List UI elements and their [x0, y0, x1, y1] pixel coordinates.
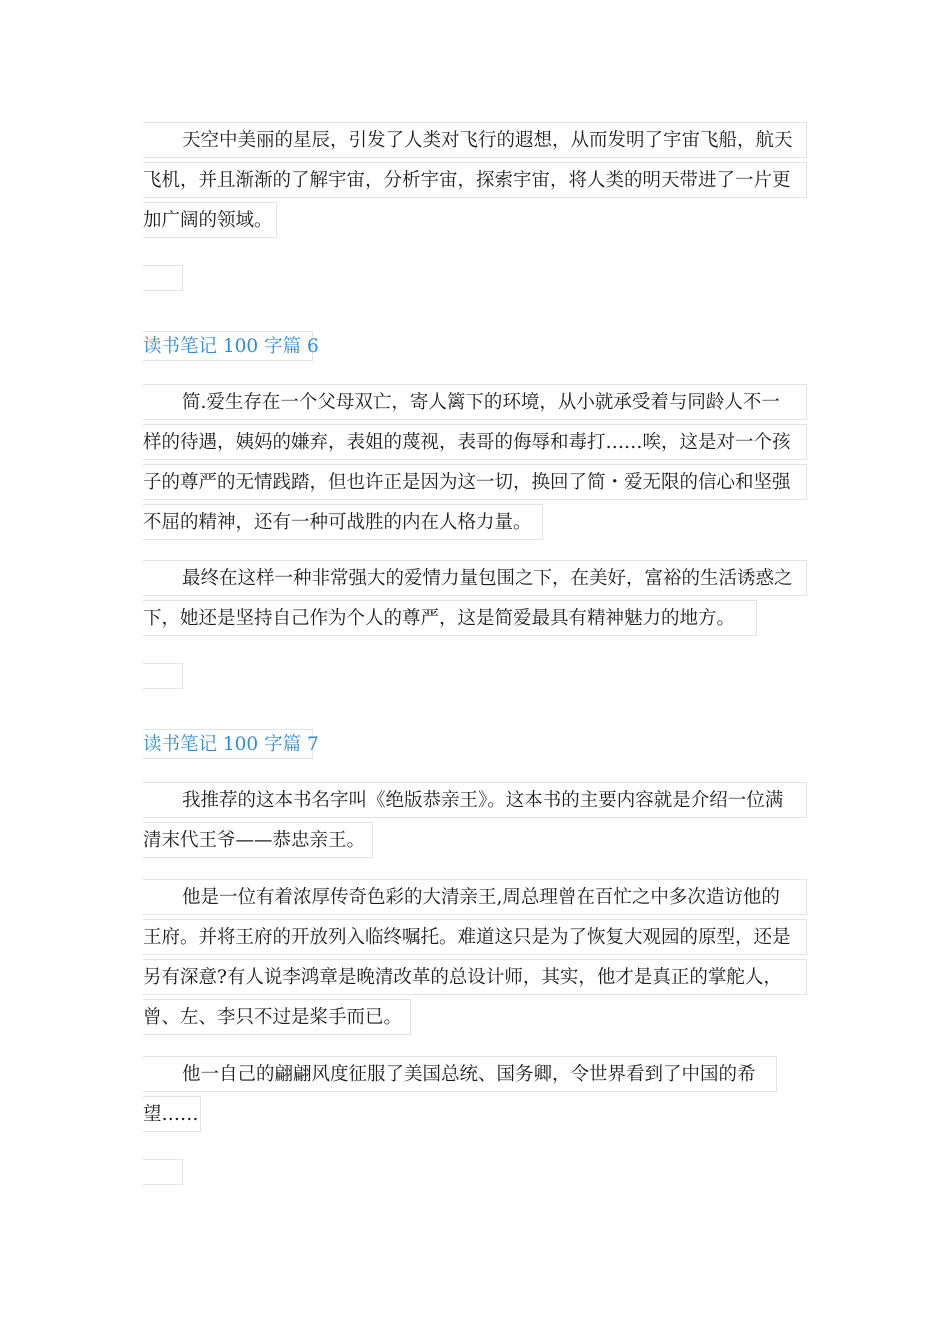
empty-line-marker: [143, 265, 183, 291]
paragraph-1-line-1: 天空中美丽的星辰，引发了人类对飞行的遐想，从而发明了宇宙飞船，航天: [143, 122, 807, 158]
paragraph-2-line-2: 样的待遇，姨妈的嫌弃，表姐的蔑视，表哥的侮辱和毒打……唉，这是对一个孩: [143, 424, 807, 460]
paragraph-5-line-2: 王府。并将王府的开放列入临终嘱托。难道这只是为了恢复大观园的原型，还是: [143, 919, 807, 955]
paragraph-1-line-2: 飞机，并且渐渐的了解宇宙，分析宇宙，探索宇宙，将人类的明天带进了一片更: [143, 162, 807, 198]
paragraph-3-line-1: 最终在这样一种非常强大的爱情力量包围之下，在美好，富裕的生活诱惑之: [143, 560, 807, 596]
paragraph-4-line-1: 我推荐的这本书名字叫《绝版恭亲王》。这本书的主要内容就是介绍一位满: [143, 782, 807, 818]
paragraph-2-line-4: 不屈的精神，还有一种可战胜的内在人格力量。: [143, 504, 543, 540]
paragraph-4-line-2: 清末代王爷——恭忠亲王。: [143, 822, 373, 858]
empty-line-marker: [143, 1159, 183, 1185]
paragraph-5-line-4: 曾、左、李只不过是桨手而已。: [143, 999, 411, 1035]
paragraph-5-line-1: 他是一位有着浓厚传奇色彩的大清亲王,周总理曾在百忙之中多次造访他的: [143, 879, 807, 915]
section-heading-6: 读书笔记 100 字篇 6: [143, 331, 313, 361]
paragraph-2-line-3: 子的尊严的无情践踏，但也许正是因为这一切，换回了简・爱无限的信心和坚强: [143, 464, 807, 500]
paragraph-6-line-1: 他一自己的翩翩风度征服了美国总统、国务卿，令世界看到了中国的希: [143, 1056, 777, 1092]
paragraph-5-line-3: 另有深意?有人说李鸿章是晚清改革的总设计师，其实，他才是真正的掌舵人，: [143, 959, 807, 995]
paragraph-6-line-2: 望……: [143, 1096, 201, 1132]
section-heading-7: 读书笔记 100 字篇 7: [143, 729, 313, 759]
paragraph-3-line-2: 下，她还是坚持自己作为个人的尊严，这是简爱最具有精神魅力的地方。: [143, 600, 757, 636]
paragraph-1-line-3: 加广阔的领域。: [143, 202, 277, 238]
paragraph-2-line-1: 简.爱生存在一个父母双亡，寄人篱下的环境，从小就承受着与同龄人不一: [143, 384, 807, 420]
empty-line-marker: [143, 663, 183, 689]
